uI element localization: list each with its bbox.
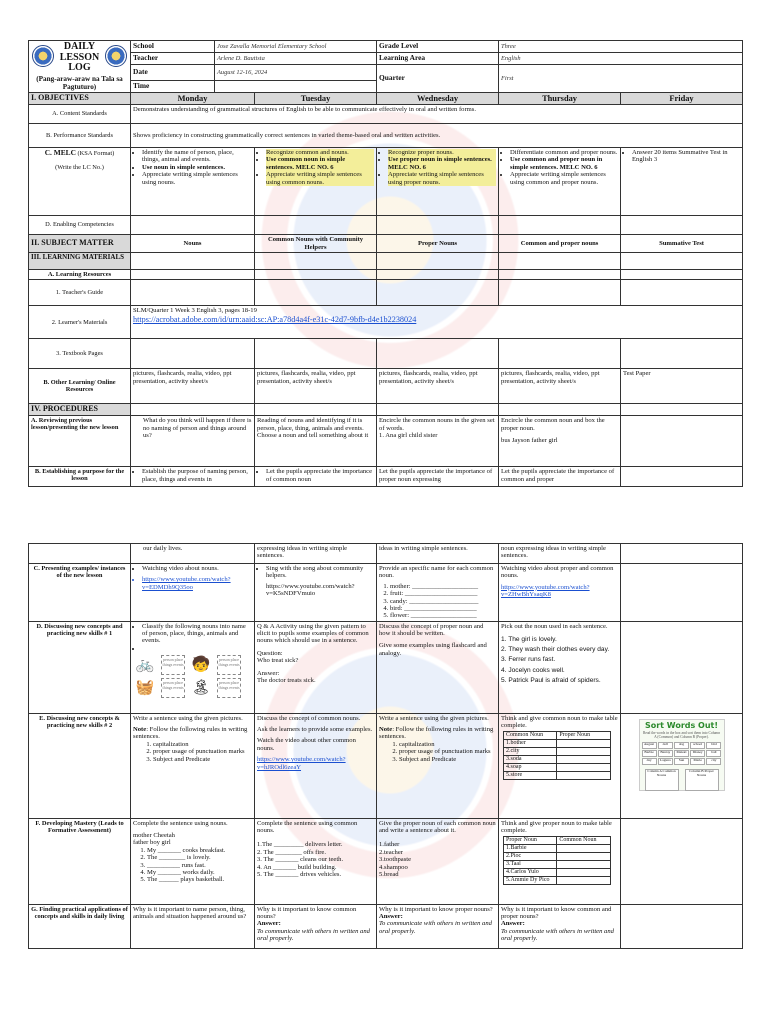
- mastery-item: 1.The _________ delivers letter.: [257, 841, 343, 849]
- bicycle-icon: 🚲: [135, 657, 155, 674]
- developing-mastery-thursday: [499, 818, 621, 904]
- day-friday: Friday: [621, 92, 743, 104]
- table-cell: 5.store: [504, 772, 557, 780]
- applications-monday: [131, 904, 255, 948]
- melc-note: (Write the LC No.): [55, 164, 104, 172]
- purpose-monday-cont: our daily lives.: [131, 544, 255, 564]
- melc-item: • Use common and proper noun in simple sentences. MELC NO. 6: [510, 156, 618, 171]
- dll-title-cell: [29, 41, 131, 93]
- melc-item: • Differentiate common and proper nouns.: [510, 149, 618, 156]
- answer-text: To communicate with others in written and oral properly.: [379, 920, 492, 935]
- sort-word: Laguna: [658, 758, 673, 765]
- table-cell: 4.Carlos Yulo: [504, 869, 557, 877]
- discussing-tue-q: Who treat sick?: [257, 657, 299, 665]
- discussing-thu-item: 5. Patrick Paul is afraid of spiders.: [501, 676, 601, 684]
- mastery-thu-intro: Think and give proper noun to make table complete.: [501, 819, 612, 834]
- discussing2-mon-intro: Write a sentence using the given pictures.: [133, 714, 243, 722]
- region-seal-icon: [105, 45, 127, 67]
- answer-box: person place things events: [161, 655, 185, 675]
- answer-box: person place things events: [217, 655, 241, 675]
- sort-word: Disney: [690, 750, 705, 757]
- mastery-item: 1.father: [379, 841, 400, 849]
- day-tuesday: Tuesday: [255, 92, 377, 104]
- performance-standards-text: Shows proficiency in constructing grammatically correct sentences in varied theme-based oral and written activities.: [131, 124, 743, 148]
- mastery-item: 5. The ______ plays basketball.: [147, 876, 252, 883]
- applications-question: Why is it important to know common nouns?: [257, 905, 357, 920]
- grade-level-label: Grade Level: [377, 41, 499, 53]
- purpose-wednesday-cont: ideas in writing simple sentences.: [377, 544, 499, 564]
- dll-title: DAILY LESSON LOG: [59, 41, 100, 73]
- applications-question: Why is it important to know common and proper nouns?: [501, 905, 612, 920]
- school-label: School: [131, 41, 215, 53]
- answer-box: person place things events: [217, 678, 241, 698]
- melc-item: • Appreciate writing simple sentences using proper nouns.: [388, 171, 496, 186]
- discussing-tue-a-label: Answer:: [257, 669, 280, 677]
- answer-box: person place things events: [161, 678, 185, 698]
- sort-words-title: Sort Words Out!: [644, 720, 719, 730]
- other-resources-label: B. Other Learning/ Online Resources: [29, 369, 131, 404]
- purpose-tuesday: [255, 467, 377, 487]
- discussing-thu-item: 4. Jocelyn cooks well.: [501, 666, 565, 674]
- mastery-mon-words: mother Cheetah: [133, 832, 175, 839]
- melc-item: • Appreciate writing simple sentences using common and proper nouns.: [510, 171, 618, 186]
- sort-word: dog: [674, 742, 689, 749]
- other-resources-thursday: pictures, flashcards, realia, video, ppt presentation, activity sheet/s: [499, 369, 621, 404]
- other-resources-monday: pictures, flashcards, realia, video, ppt presentation, activity sheet/s: [131, 369, 255, 404]
- melc-label: C. MELC: [44, 148, 76, 158]
- learning-resources-label: A. Learning Resources: [29, 270, 131, 280]
- other-resources-friday: Test Paper: [621, 369, 743, 404]
- melc-item: • Recognize proper nouns.: [388, 149, 496, 156]
- discussing-thu-item: 1. The girl is lovely.: [501, 636, 557, 643]
- note-text: : Follow the following rules in writing sentences.: [379, 726, 494, 741]
- reviewing-wednesday: [377, 416, 499, 467]
- sort-word: Makati: [674, 750, 689, 757]
- presenting-wed-item: 5. flower: ____________________: [390, 612, 496, 619]
- applications-label: G. Finding practical applications of concepts and skills in daily living: [29, 904, 131, 948]
- discussing2-tue-intro: Discuss the concept of common nouns.: [257, 714, 361, 722]
- discussing-1-thursday: [499, 621, 621, 713]
- table-cell: 2.Pioc: [504, 853, 557, 861]
- time-label: Time: [131, 80, 215, 92]
- developing-mastery-wednesday: [377, 818, 499, 904]
- answer-text: To communicate with others in written and oral properly.: [257, 927, 370, 943]
- lesson-log-page-1: [28, 40, 742, 487]
- reviewing-wed-intro: Encircle the common nouns in the given set of words.: [379, 417, 495, 432]
- sort-word: Bantay: [658, 750, 673, 757]
- common-proper-table: [503, 731, 611, 780]
- melc-monday: [131, 148, 255, 216]
- child-icon: 🧒: [191, 657, 211, 674]
- learning-materials-heading: III. LEARNING MATERIALS: [29, 253, 131, 270]
- day-thursday: Thursday: [499, 92, 621, 104]
- presenting-item: • Watching video about nouns.: [142, 565, 252, 572]
- table-header: Common Noun: [504, 732, 557, 740]
- mastery-item: 4.shampoo: [379, 863, 408, 871]
- mastery-mon-words: father boy girl: [133, 839, 171, 847]
- deped-seal-icon: [32, 45, 54, 67]
- content-standards-label: A. Content Standards: [29, 105, 131, 124]
- answer-label: Answer:: [257, 920, 281, 928]
- discussing2-tue-link[interactable]: https://www.youtube.com/watch?v=hJROdl6zeaY: [257, 756, 346, 771]
- subject-wednesday: Proper Nouns: [377, 235, 499, 253]
- procedures-heading: IV. PROCEDURES: [29, 404, 131, 416]
- melc-item: • Use common noun in simple sentences. MELC NO. 6: [266, 156, 374, 171]
- mastery-item: 2. The ________ is lovely.: [147, 854, 252, 861]
- answer-text: To communicate with others in written and oral properly.: [501, 927, 614, 943]
- mastery-item: 4. An _______ build building.: [257, 863, 337, 871]
- melc-item: • Recognize common and nouns.: [266, 149, 374, 156]
- discussing2-thu-intro: Think and give common noun to make table complete.: [501, 714, 618, 729]
- subject-matter-heading: II. SUBJECT MATTER: [29, 235, 131, 253]
- picture-row: [133, 678, 252, 698]
- grade-level-value: Three: [499, 41, 743, 53]
- proper-common-table: [503, 836, 611, 885]
- sort-words-worksheet: [639, 719, 725, 791]
- table-cell: 3.Taal: [504, 861, 557, 869]
- discussing-2-wednesday: [377, 713, 499, 818]
- learners-materials-cell: [131, 306, 743, 339]
- learning-area-value: English: [499, 53, 743, 65]
- learners-materials-link[interactable]: https://acrobat.adobe.com/id/urn:aaid:sc:AP:a78d4a4f-e31c-42d7-9bfb-d4e1b2238024: [133, 314, 417, 324]
- reviewing-tuesday: Reading of nouns and identifying if it is person, place, thing, animals and events. Choose a noun and tell something about it: [255, 416, 377, 467]
- purpose-item: • Establish the purpose of naming person, place, things and events in: [142, 468, 252, 483]
- learners-materials-text: SLM/Quarter 1 Week 3 English 3, pages 18-19: [133, 307, 257, 315]
- applications-thursday: [499, 904, 621, 948]
- melc-label-cell: [29, 148, 131, 216]
- table-header: Proper Noun: [504, 837, 557, 845]
- note-text: : Follow the following rules in writing sentences.: [133, 726, 248, 741]
- table-header: Proper Noun: [557, 732, 610, 740]
- performance-standards-label: B. Performance Standards: [29, 124, 131, 148]
- reviewing-monday: What do you think will happen if there is no naming of person and things around us?: [131, 416, 255, 467]
- sort-column-b: Column B Proper Nouns: [685, 769, 719, 791]
- applications-question: Why is it important to name person, thing, animals and situation happened around us?: [133, 905, 247, 920]
- rule-item: 2. proper usage of punctuation marks: [153, 748, 252, 755]
- presenting-item: • Sing with the song about community helpers.: [266, 565, 374, 580]
- developing-mastery-tuesday: [255, 818, 377, 904]
- rule-item: 3. Subject and Predicate: [153, 756, 252, 763]
- reviewing-thursday: [499, 416, 621, 467]
- subject-tuesday: Common Nouns with Community Helpers: [255, 235, 377, 253]
- discussing-1-wednesday: [377, 621, 499, 713]
- table-header: Common Noun: [557, 837, 610, 845]
- discussing-item: • Classify the following nouns into name of person, place, things, animals and events.: [142, 623, 252, 645]
- presenting-label: C. Presenting examples/ instances of the new lesson: [29, 564, 131, 622]
- presenting-monday: [131, 564, 255, 622]
- objectives-heading: I. OBJECTIVES: [29, 92, 131, 104]
- discussing-wed-intro: Discuss the concept of proper noun and how it should be written.: [379, 622, 484, 637]
- sort-word: city: [706, 758, 721, 765]
- discussing-thu-item: 3. Ferrer runs fast.: [501, 656, 556, 664]
- purpose-thursday: Let the pupils appreciate the importance of common and proper: [499, 467, 621, 487]
- teacher-value: Arlene D. Bautista: [215, 53, 377, 65]
- melc-item: • Appreciate writing simple sentences using common nouns.: [266, 171, 374, 186]
- rule-item: 1. capitalization: [399, 741, 496, 748]
- discussing-2-thursday: [499, 713, 621, 818]
- quarter-label: Quarter: [377, 65, 499, 93]
- mastery-item: 1. My _______ cooks breakfast.: [147, 847, 252, 854]
- purpose-monday: [131, 467, 255, 487]
- purpose-wednesday: Let the pupils appreciate the importance of proper noun expressing: [377, 467, 499, 487]
- developing-mastery-label: F. Developing Mastery (Leads to Formative Assessment): [29, 818, 131, 904]
- mastery-item: 5.bread: [379, 870, 399, 878]
- presenting-mon-link[interactable]: • https://www.youtube.com/watch?v=EDMDh9Q35oo: [142, 576, 252, 591]
- discussing-1-tuesday: [255, 621, 377, 713]
- discussing-tue-intro: Q & A Activity using the given pattern to elicit to pupils some examples of common nouns which should use in a sentence.: [257, 622, 369, 645]
- sort-word-grid: [642, 742, 722, 765]
- sort-word: August: [642, 742, 657, 749]
- mastery-tue-intro: Complete the sentence using common nouns.: [257, 819, 358, 834]
- mastery-item: 5. The _______ drives vehicles.: [257, 870, 342, 878]
- melc-wednesday: [377, 148, 499, 216]
- applications-question: Why is it important to know proper nouns?: [379, 905, 493, 913]
- rule-item: 1. capitalization: [153, 741, 252, 748]
- discussing-tue-a: The doctor treats sick.: [257, 676, 316, 684]
- island-icon: 🏝: [191, 680, 211, 697]
- sort-word: school: [690, 742, 705, 749]
- discussing-1-monday: [131, 621, 255, 713]
- discussing-2-tuesday: [255, 713, 377, 818]
- mastery-mon-intro: Complete the sentence using nouns.: [133, 819, 228, 827]
- melc-tuesday: [255, 148, 377, 216]
- purpose-tuesday-cont: expressing ideas in writing simple sentences.: [255, 544, 377, 564]
- discussing-tue-q-label: Question:: [257, 649, 283, 657]
- melc-item: • Use noun in simple sentences.: [142, 164, 252, 171]
- purpose-label: B. Establishing a purpose for the lesson: [29, 467, 131, 487]
- subject-thursday: Common and proper nouns: [499, 235, 621, 253]
- content-standards-text: Demonstrates understanding of grammatical structures of English to be able to communicate effectively in oral and written forms.: [131, 105, 743, 124]
- reviewing-thu-item: bus Jayson father girl: [501, 437, 558, 444]
- other-resources-tuesday: pictures, flashcards, realia, video, ppt presentation, activity sheet/s: [255, 369, 377, 404]
- day-wednesday: Wednesday: [377, 92, 499, 104]
- mastery-item: 3.toothpaste: [379, 856, 412, 864]
- day-monday: Monday: [131, 92, 255, 104]
- presenting-wed-intro: Provide an specific name for each common noun.: [379, 565, 494, 580]
- presenting-thu-intro: Watching video about proper and common nouns.: [501, 565, 614, 580]
- table-cell: 3.soda: [504, 756, 557, 764]
- discussing2-wed-intro: Write a sentence using the given pictures.: [379, 714, 489, 722]
- presenting-wed-item: 4. bird: ______________________: [390, 605, 496, 612]
- learning-area-label: Learning Area: [377, 53, 499, 65]
- lesson-log-page-2: [28, 543, 742, 949]
- teacher-label: Teacher: [131, 53, 215, 65]
- quarter-value: First: [499, 65, 743, 93]
- note-label: Note: [133, 726, 147, 733]
- presenting-tuesday: [255, 564, 377, 622]
- presenting-wed-item: 2. fruit: ______________________: [390, 590, 496, 597]
- textbook-pages-label: 3. Textbook Pages: [29, 339, 131, 369]
- subject-friday: Summative Test: [621, 235, 743, 253]
- purpose-item: • Let the pupils appreciate the importance of common noun: [266, 468, 374, 483]
- sort-column-a: Column A Common Nouns: [645, 769, 679, 791]
- note-label: Note: [379, 726, 393, 733]
- lesson-log-table-2: [28, 543, 743, 949]
- sort-word: Sun: [674, 758, 689, 765]
- teachers-guide-label: 1. Teacher's Guide: [29, 280, 131, 306]
- sort-words-instructions: Read the words in the box and sort them into Column A (Common) and Column B (Proper).: [642, 730, 721, 739]
- melc-item: • Appreciate writing simple sentences using nouns.: [142, 171, 252, 186]
- presenting-wed-item: 3. candy: _____________________: [390, 598, 496, 605]
- table-cell: 1.Barbie: [504, 845, 557, 853]
- presenting-wed-item: 1. mother: ____________________: [390, 583, 496, 590]
- date-label: Date: [131, 65, 215, 81]
- table-cell: 5.Ammie Dy Pico: [504, 877, 557, 885]
- discussing-thu-intro: Pick out the noun used in each sentence.: [501, 622, 608, 630]
- table-cell: 1.bother: [504, 740, 557, 748]
- melc-label-tail: (KSA Format): [77, 150, 115, 158]
- mastery-item: 2.teacher: [379, 848, 403, 856]
- sort-word: doll: [658, 742, 673, 749]
- discussing-thu-item: 2. They wash their clothes every day.: [501, 646, 610, 654]
- rule-item: 3. Subject and Predicate: [399, 756, 496, 763]
- melc-item: • Identify the name of person, place, things, animal and events.: [142, 149, 252, 164]
- sort-word: ball: [706, 750, 721, 757]
- time-value: [215, 80, 377, 92]
- discussing-1-label: D. Discussing new concepts and practicing new skills # 1: [29, 621, 131, 713]
- answer-label: Answer:: [501, 920, 525, 928]
- presenting-tue-link[interactable]: https://www.youtube.com/watch?v=K5sNDFVmuio: [266, 582, 355, 598]
- discussing-wed-2: Give some examples using flashcard and analogy.: [379, 642, 487, 657]
- answer-label: Answer:: [379, 913, 403, 920]
- discussing2-tue-3: Watch the video about other common nouns.: [257, 737, 356, 752]
- developing-mastery-monday: [131, 818, 255, 904]
- melc-item: • Use proper noun in simple sentences. MELC NO. 6: [388, 156, 496, 171]
- subject-monday: Nouns: [131, 235, 255, 253]
- enabling-competencies-label: D. Enabling Competencies: [29, 216, 131, 235]
- mastery-wed-intro: Give the proper noun of each common noun and write a sentence about it.: [379, 819, 496, 834]
- reviewing-wed-item: 1. Ana girl child sister: [379, 432, 438, 439]
- lesson-log-table-1: [28, 40, 743, 487]
- learners-materials-label: 2. Learner's Materials: [29, 306, 131, 339]
- applications-tuesday: [255, 904, 377, 948]
- melc-thursday: [499, 148, 621, 216]
- table-cell: 4.soap: [504, 764, 557, 772]
- discussing-2-monday: [131, 713, 255, 818]
- other-resources-wednesday: pictures, flashcards, realia, video, ppt presentation, activity sheet/s: [377, 369, 499, 404]
- presenting-thu-link[interactable]: https://www.youtube.com/watch?v=ZHwBhYsaqK8: [501, 583, 590, 599]
- discussing2-tue-2: Ask the learners to provide some examples.: [257, 726, 373, 733]
- reviewing-label: A. Reviewing previous lesson/presenting the new lesson: [29, 416, 131, 467]
- presenting-thursday: [499, 564, 621, 622]
- sort-word: Marie: [690, 758, 705, 765]
- melc-item: • Answer 20 items Summative Test in English 3: [632, 149, 740, 164]
- table-cell: 2.city: [504, 748, 557, 756]
- mastery-item: 3. __________ runs fast.: [147, 862, 252, 869]
- date-value: August 12-16, 2024: [215, 65, 377, 81]
- reviewing-thu-intro: Encircle the common noun and box the proper noun.: [501, 417, 605, 432]
- melc-friday: [621, 148, 743, 216]
- rule-item: 2. proper usage of punctuation marks: [399, 748, 496, 755]
- mastery-item: 2. The ________ offs fire.: [257, 848, 326, 856]
- sort-word: Barbie: [642, 750, 657, 757]
- discussing-2-friday: [621, 713, 743, 818]
- sort-word: day: [642, 758, 657, 765]
- sort-word: bird: [706, 742, 721, 749]
- purpose-thursday-cont: noun expressing ideas in writing simple sentences.: [499, 544, 621, 564]
- discussing-2-label: E. Discussing new concepts & practicing new skills # 2: [29, 713, 131, 818]
- dll-subtitle: (Pang-araw-araw na Tala sa Pagtuturo): [36, 74, 123, 91]
- picture-row: [133, 655, 252, 675]
- mastery-item: 4. My _______ works daily.: [147, 869, 252, 876]
- school-value: Jose Zavalla Memorial Elementary School: [215, 41, 377, 53]
- basket-icon: 🧺: [135, 680, 155, 697]
- applications-wednesday: [377, 904, 499, 948]
- mastery-item: 3. The _______ cleans our teeth.: [257, 856, 344, 864]
- presenting-wednesday: [377, 564, 499, 622]
